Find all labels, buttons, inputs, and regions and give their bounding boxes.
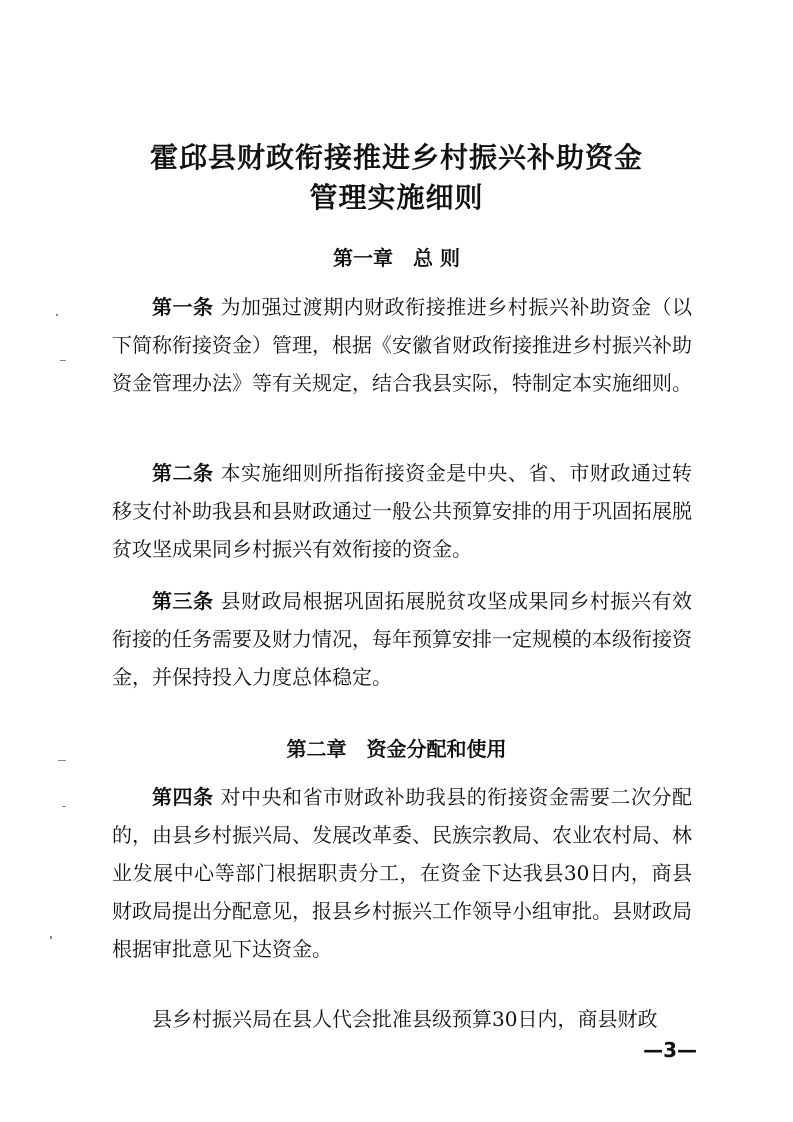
scan-speck — [60, 360, 66, 361]
document-title-line2: 管理实施细则 — [309, 181, 484, 214]
article-1 — [112, 288, 692, 402]
chapter-1-heading: 第一章 总 则 — [333, 246, 460, 270]
page-number: —3— — [643, 1038, 697, 1062]
article-4 — [112, 778, 692, 968]
article-2-text: 本实施细则所指衔接资金是中央、省、市财政通过转移支付补助我县和县财政通过一般公共预算安排的用于巩固拓展脱贫攻坚成果同乡村振兴有效衔接的资金。 — [112, 461, 693, 561]
article-1-text: 为加强过渡期内财政衔接推进乡村振兴补助资金（以下简称衔接资金）管理，根据《安徽省财政衔接推进乡村振兴补助资金管理办法》等有关规定，结合我县实际，特制定本实施细则。 — [112, 295, 693, 395]
paragraph-5: 县乡村振兴局在县人代会批准县级预算30日内，商县财政 — [152, 1007, 658, 1031]
article-3-text: 县财政局根据巩固拓展脱贫攻坚成果同乡村振兴有效衔接的任务需要及财力情况，每年预算安排一定规模的本级衔接资金，并保持投入力度总体稳定。 — [112, 589, 693, 689]
scan-speck — [50, 936, 52, 939]
chapter-2-heading: 第二章 资金分配和使用 — [286, 737, 507, 761]
article-4-lead: 第四条 — [152, 785, 214, 809]
article-3-lead: 第三条 — [152, 589, 214, 613]
document-title-line1: 霍邱县财政衔接推进乡村振兴补助资金 — [149, 141, 643, 174]
article-2-lead: 第二条 — [152, 461, 214, 485]
scan-speck — [62, 806, 66, 807]
article-4-text: 对中央和省市财政补助我县的衔接资金需要二次分配的，由县乡村振兴局、发展改革委、民族宗教局、农业农村局、林业发展中心等部门根据职责分工，在资金下达我县30日内，商县财政局提出分配意见，报县乡村振兴工作领导小组审批。县财政局根据审批意见下达资金。 — [112, 785, 693, 961]
scan-speck — [56, 314, 58, 316]
article-1-lead: 第一条 — [152, 295, 214, 319]
article-3 — [112, 582, 692, 696]
article-2 — [112, 454, 692, 568]
scan-speck — [58, 760, 66, 761]
